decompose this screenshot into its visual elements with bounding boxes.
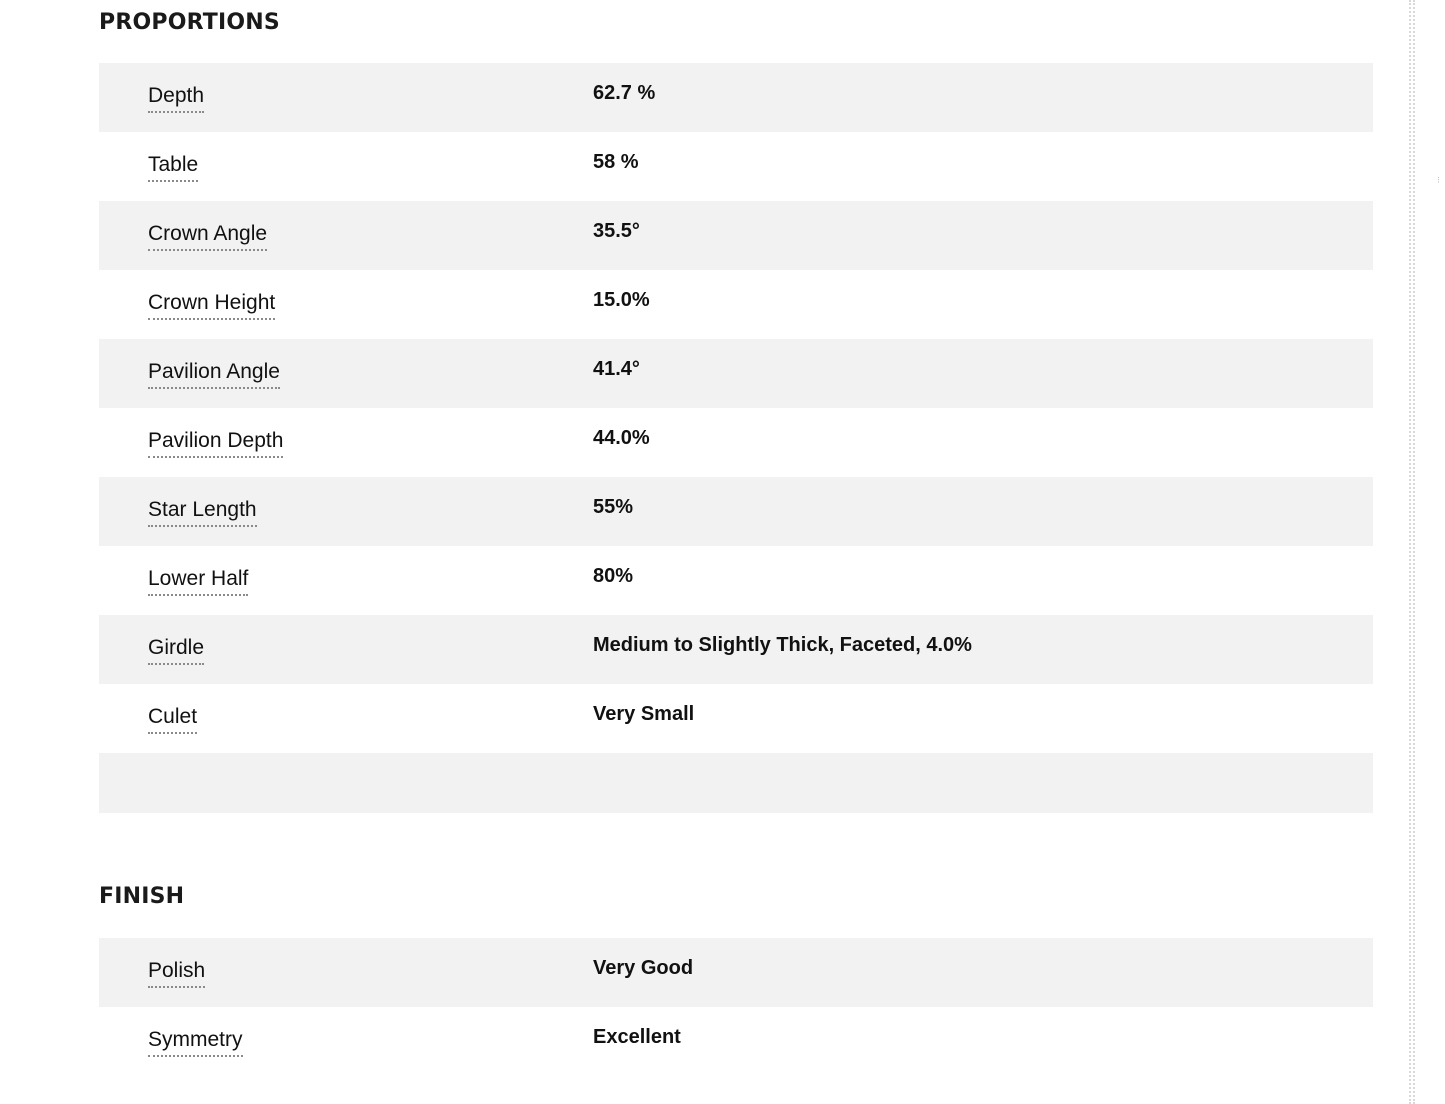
polish-label[interactable]: Polish [148, 958, 205, 988]
finish-table [99, 938, 1373, 1076]
table-value: 58 % [593, 151, 639, 173]
proportion-row-lower-half [99, 546, 1373, 615]
empty-row [99, 753, 1373, 813]
proportion-row-star-length [99, 477, 1373, 546]
finish-section-title: FINISH [99, 884, 185, 909]
proportion-row-pavilion-angle [99, 339, 1373, 408]
girdle-value: Medium to Slightly Thick, Faceted, 4.0% [593, 634, 972, 656]
crown-height-label[interactable]: Crown Height [148, 290, 275, 320]
finish-row-polish [99, 938, 1373, 1007]
lower-half-value: 80% [593, 565, 634, 587]
star-length-value: 55% [593, 496, 634, 518]
scrollbar-track[interactable] [1409, 0, 1415, 1104]
proportion-row-depth [99, 63, 1373, 132]
symmetry-value: Excellent [593, 1026, 681, 1048]
symmetry-label[interactable]: Symmetry [148, 1027, 243, 1057]
proportion-row-table [99, 132, 1373, 201]
pavilion-depth-label[interactable]: Pavilion Depth [148, 428, 283, 458]
culet-value: Very Small [593, 703, 695, 725]
crown-height-value: 15.0% [593, 289, 650, 311]
crown-angle-value: 35.5° [593, 220, 640, 242]
table-label[interactable]: Table [148, 152, 198, 182]
proportion-row-crown-height [99, 270, 1373, 339]
proportion-row-crown-angle [99, 201, 1373, 270]
pavilion-angle-value: 41.4° [593, 358, 640, 380]
depth-value: 62.7 % [593, 82, 656, 104]
pavilion-angle-label[interactable]: Pavilion Angle [148, 359, 280, 389]
proportion-row-girdle [99, 615, 1373, 684]
star-length-label[interactable]: Star Length [148, 497, 257, 527]
proportion-row-pavilion-depth [99, 408, 1373, 477]
depth-label[interactable]: Depth [148, 83, 204, 113]
drag-handle-icon: ⁝ [1437, 176, 1440, 186]
lower-half-label[interactable]: Lower Half [148, 566, 248, 596]
culet-label[interactable]: Culet [148, 704, 197, 734]
finish-row-symmetry [99, 1007, 1373, 1076]
proportions-section-title: PROPORTIONS [99, 10, 280, 35]
girdle-label[interactable]: Girdle [148, 635, 204, 665]
crown-angle-label[interactable]: Crown Angle [148, 221, 267, 251]
pavilion-depth-value: 44.0% [593, 427, 650, 449]
proportions-table [99, 63, 1373, 813]
proportion-row-culet [99, 684, 1373, 753]
polish-value: Very Good [593, 957, 694, 979]
